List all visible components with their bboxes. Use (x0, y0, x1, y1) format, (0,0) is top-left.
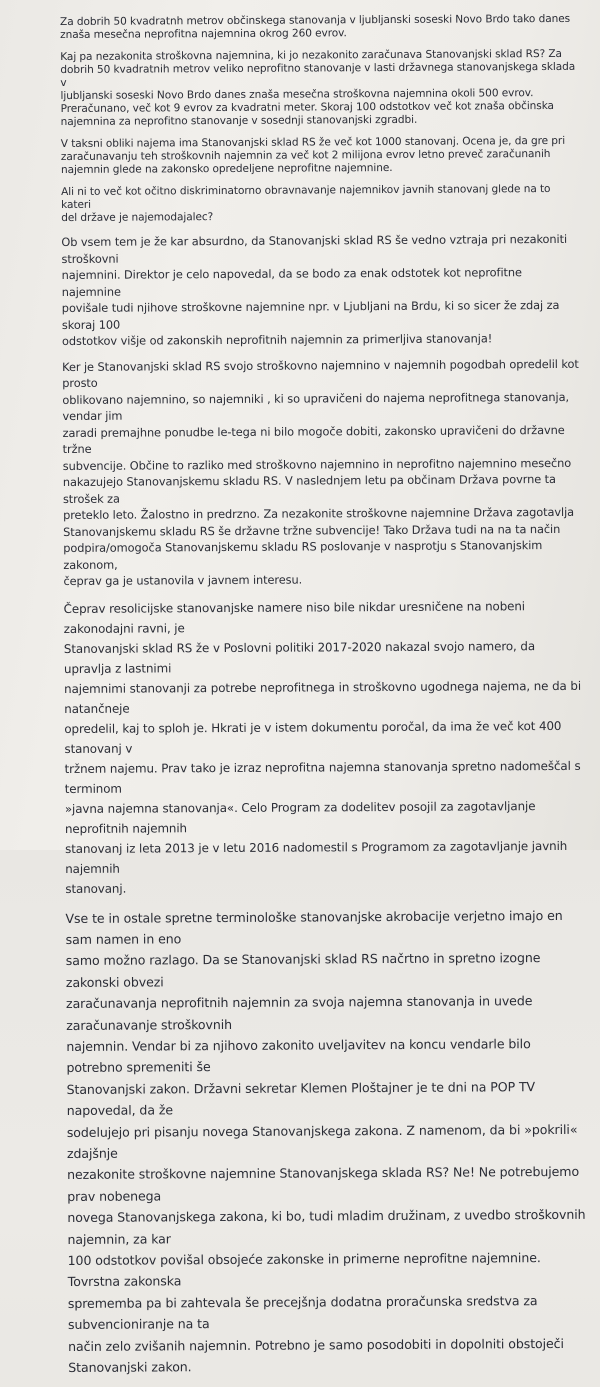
paragraph-4: Ali ni to več kot očitno diskriminatorno obravnavanje najemnikov javnih stanovanj glede na to kateri del države je najemodajalec? (61, 183, 551, 224)
paragraph-5: Ob vsem tem je že kar absurdno, da Stanovanjski sklad RS še vedno vztraja pri nezakoniti stroškovni najemnini. Direktor je celo napovedal, da se bodo za enak odstotek kot neprofitne najemnine povišale tudi njihove stroškovne najemnine npr. v Ljubljani na Brdu, ki so sicer že zdaj za skoraj 100 odstotkov višje od zakonskih neprofitnih najemnin za primerljiva stanovanja! (61, 231, 568, 348)
paragraph-7: Čeprav resolicijske stanovanjske namere niso bile nikdar uresničene na nobeni zakonodajni ravni, je Stanovanjski sklad RS že v Poslovni politiki 2017-2020 nakazal svojo namero, da upravlja z lastnimi najemnimi stanovanji za potrebe neprofitnega in stroškovno ugodnega najema, ne da bi natančneje opredelil, kaj to sploh je. Hkrati je v istem dokumentu poročal, da ima že več kot 400 stanovanj v tržnem najemu. Prav tako je izraz neprofitna najemna stanovanja spretno nadomeščal s terminom »javna najemna stanovanja«. Celo Program za dodelitev posojil za zagotavljanje neprofitnih najemnih stanovanj iz leta 2013 je v letu 2016 nadomestil s Programom za zagotavljanje javnih najemnih stanovanj. (63, 598, 582, 896)
paragraph-1: Za dobrih 50 kvadratnh metrov občinskega stanovanja v ljubljanski soseski Novo Brdo tako danes znaša mesečna neprofitna najemnina okrog 260 evrov. (60, 12, 571, 41)
paragraph-2: Kaj pa nezakonita stroškovna najemnina, ki jo nezakonito zaračunava Stanovanjski sklad RS? Za dobrih 50 kvadratnih metrov veliko neprofitno stanovanje v lasti državnega stanovanjskega sklada v ljubljanski soseski Novo Brdo danes znaša mesečna stroškovna najemnina okoli 500 evrov. Preračunano, več kot 9 evrov za kvadratni meter. Skoraj 100 odstotkov več kot znaša občinska najemnina za neprofitno stanovanje v sosednji stanovanjski zgradbi. (60, 47, 576, 128)
paragraph-6: Ker je Stanovanjski sklad RS svojo stroškovno najemnino v najemnih pogodbah opredelil kot prosto oblikovano najemnino, so najemniki , ki so upravičeni do najema neprofitnega stanovanja, vendar jim zaradi premajhne ponudbe le-tega ni bilo mogoče dobiti, zakonsko upravičeni do državne tržne subvencije. Občine to razliko med stroškovno najemnino in neprofitno najemnino mesečno nakazujejo Stanovanjskemu skladu RS. V naslednjem letu pa občinam Država povrne ta strošek za preteklo leto. Žalostno in predrzno. Za nezakonite stroškovne najemnine Država zagotavlja Stanovanjskemu skladu RS še državne tržne subvencije! Tako Država tudi na na ta način podpira/omogoča Stanovanjskemu skladu RS poslovanje v nasprotju s Stanovanjskim zakonom, čeprav ga je ustanovila v javnem interesu. (62, 356, 579, 588)
document-body (60, 13, 588, 1387)
paragraph-3: V taksni obliki najema ima Stanovanjski sklad RS že več kot 1000 stanovanj. Ocena je, da gre pri zaračunavanju teh stroškovnih najemnin za več kot 2 milijona evrov letno preveč zaračunanih najemnin glede na zakonsko opredeljene neprofitne najemnine. (60, 134, 566, 176)
paragraph-8: Vse te in ostale spretne terminološke stanovanjske akrobacije verjetno imajo en sam namen in eno samo možno razlago. Da se Stanovanjski sklad RS načrtno in spretno izogne zakonski obvezi zaračunavanja neprofitnih najemnin za svoja najemna stanovanja in uvede zaračunavanje stroškovnih najemnin. Vendar bi za njihovo zakonito uveljavitev na koncu vendarle bilo potrebno spremeniti še Stanovanjski zakon. Državni sekretar Klemen Ploštajner je te dni na POP TV napovedal, da že sodelujejo pri pisanju novega Stanovanjskega zakona. Z namenom, da bi »pokrili« zdajšnje nezakonite stroškovne najemnine Stanovanjskega sklada RS? Ne! Ne potrebujemo prav nobenega novega Stanovanjskega zakona, ki bo, tudi mladim družinam, z uvedbo stroškovnih najemnin, za kar 100 odstotkov povišal obsojeće zakonske in primerne neprofitne najemnine. Tovrstna zakonska sprememba pa bi zahtevala še precejšnja dodatna proračunska sredstva za subvencioniranje na ta način zelo zvišanih najemnin. Potrebno je samo posodobiti in dopolniti obstoječi Stanovanjski zakon. (65, 907, 586, 1376)
